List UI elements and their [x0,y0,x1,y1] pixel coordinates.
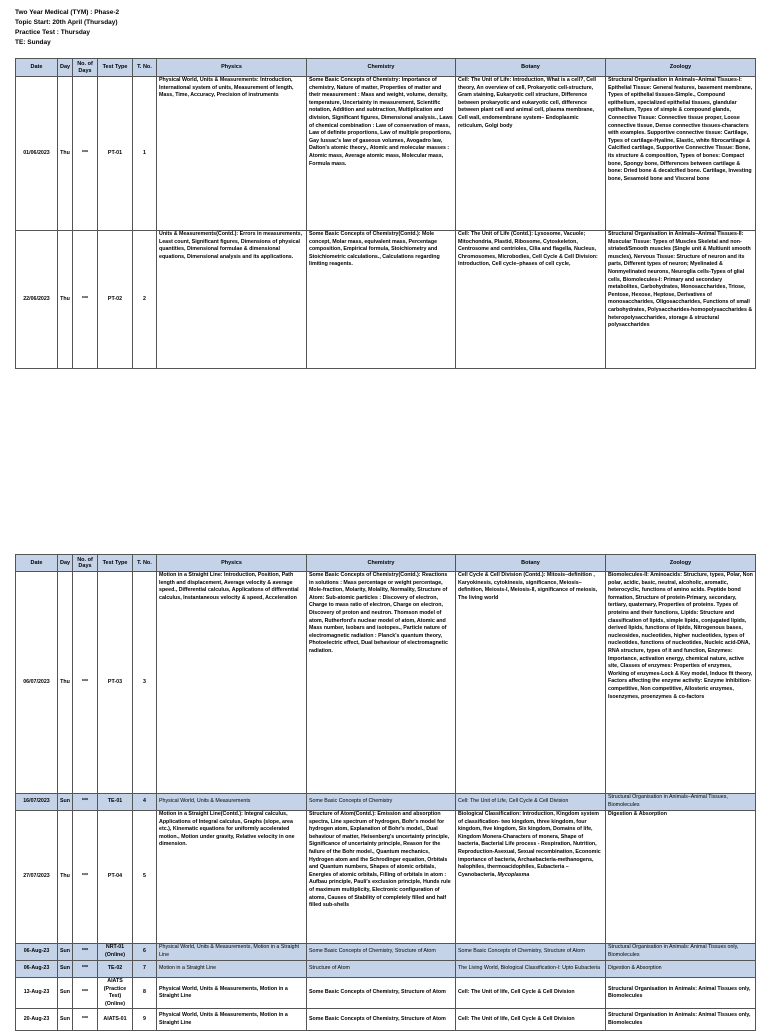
col-day: Day [58,555,73,572]
cell-day: Sun [58,961,73,978]
cell-day: Sun [58,794,73,811]
col-zoology: Zoology [606,59,756,77]
cell-day: Sun [58,978,73,1009]
table-row [16,77,756,231]
cell-zoology: Structural Organisation in Animals: Animal Tissues only, Biomolecules [606,1009,756,1031]
cell-chemistry: Structure of Atom [307,961,456,978]
cell-botany: Cell Cycle & Cell Division (Contd.): Mitosis–definition , Karyokinesis, cytokinesis, significance, Meiosis–definition, Meiosis-I, Meiosis-II, significance of meiosis, The living world [456,572,606,794]
cell-test-type: AIATS (Practice Test) (Online) [98,978,133,1009]
cell-date: 06-Aug-23 [16,944,58,961]
cell-days: *** [73,811,98,944]
cell-physics: Physical World, Units & Measurements, Motion in a Straight Line [157,978,307,1009]
col-date: Date [16,59,58,77]
cell-date: 06/07/2023 [16,572,58,794]
table-row [16,231,756,369]
cell-chemistry: Some Basic Concepts of Chemistry: Importance of chemistry, Nature of matter, Properties of matter and their measurement : Mass and weight, volume, density, temperature, Uncertainty in measurement, Scientific notation, Addition and subtraction, Multiplication and division, Significant figures, Dimensional analysis., Laws of chemical combination : Law of conservation of mass, Law of definite proportions, Law of multiple proportions, Gay lussac's law of gaseous volumes, Avogadro law, Dalton's atomic theory., Atomic and molecular masses : Atomic mass, Average atomic mass, Molecular mass, Formula mass. [307,77,456,231]
cell-date: 16/07/2023 [16,794,58,811]
col-chemistry: Chemistry [307,59,456,77]
mycoplasma-term: Mycoplasma [497,871,530,878]
cell-test-type: TE-01 [98,794,133,811]
cell-zoology: Structural Organisation in Animals–Animal Tissues-I: Epithelial Tissue: General features, basement membrane, Types of epithelial tissues-Simple., Compound epithelium, specialized epithelial tissues, glandular epithelium, Types of simple & compound glands, Connective Tissue: Connective tissue proper, Loose connective tissue, Dense connective tissues-characters with examples. Supportive connective tissue: Cartilage, Types of cartilage-Hyaline, Elastic, white fibrocartilage & Calcified cartilage, Supportive Connective Tissue: Bone, its structure & composition, Types of bones: Compact bone, Spongy bone, Differences between cartilage & bone: Dried bone & decalcified bone. Cartilage, Investing bone, Sesamoid bone and Visceral bone [606,77,756,231]
cell-test-no: 1 [133,77,157,231]
cell-test-no: 7 [133,961,157,978]
col-date: Date [16,555,58,572]
te-day: TE: Sunday [15,39,51,46]
table-row [16,961,756,978]
cell-test-type: PT-04 [98,811,133,944]
cell-zoology: Biomolecules-II: Aminoacids: Structure, types, Polar, Non polar, acidic, basic, neutral, alcoholic, aromatic, heterocyclic, functions of amino acids. Peptide bond formation, Structure of protein-Primary, secondary, tertiary, quaternary, Properties of proteins. Types of proteins and their functions, Lipids: Structure and classification of lipids, simple lipids, conjugated lipids, derived lipids, functions of lipids, Nitrogenous bases, nucleosides, nucleotides, higher nucleotides, types of nucleotides, functions of nucleotides, Nucleic acid-DNA, RNA structure, types of it and function, Enzymes: Importance, activation energy, chemical nature, active site, Classes of enzymes: Properties of enzymes, Working of enzymes-Lock & Key model, Induce fit theory, Factors affecting the enzyme activity: Enzyme inhibition-competitive, Non competitive, Allosteric enzymes, Isoenzymes, proenzymes & co-factors [606,572,756,794]
program-title: Two Year Medical (TYM) : Phase-2 [15,9,120,16]
cell-days: *** [73,794,98,811]
cell-day: Thu [58,572,73,794]
cell-physics: Physical World, Units & Measurements [157,794,307,811]
col-physics: Physics [157,59,307,77]
cell-day: Thu [58,231,73,369]
table-row [16,794,756,811]
table-header-row [16,59,756,77]
cell-physics: Physical World, Units & Measurements: Introduction, International system of units, Measurement of length, Mass, Time, Accuracy, Precision of instruments [157,77,307,231]
col-physics: Physics [157,555,307,572]
cell-physics: Motion in a Straight Line [157,961,307,978]
cell-day: Thu [58,77,73,231]
cell-physics: Physical World, Units & Measurements, Motion in a Straight Line [157,944,307,961]
cell-zoology: Structural Organisation in Animals: Animal Tissues only, Biomolecules [606,944,756,961]
cell-day: Thu [58,811,73,944]
col-test-type: Test Type [98,59,133,77]
cell-botany: Cell: The Unit of life, Cell Cycle & Cell Division [456,978,606,1009]
cell-days: *** [73,961,98,978]
cell-date: 01/06/2023 [16,77,58,231]
cell-test-type: AIATS-01 [98,1009,133,1031]
col-days: No. of Days [73,59,98,77]
cell-botany [456,811,606,944]
cell-date: 20-Aug-23 [16,1009,58,1031]
cell-test-type: PT-03 [98,572,133,794]
cell-chemistry: Some Basic Concepts of Chemistry, Structure of Atom [307,944,456,961]
cell-date: 13-Aug-23 [16,978,58,1009]
cell-zoology: Digestion & Absorption [606,811,756,944]
table-row [16,944,756,961]
botany-text: Biological Classification: Introduction, Kingdom system of classification- two kingdom, three kingdom, four kingdom, five kingdom, Six kingdom, Domains of life, Kingdom Monera-Characters of monera, Shape of bacteria, Bacterial Life process - Respiration, Nutrition, Reproduction-Asexual, Sexual recombination, Economic importance of bacteria, Archaebacteria-methanogens, halophiles, thermoacidophiles, Eubacteria – Cyanobacteria, [458,811,601,878]
cell-physics: Physical World, Units & Measurements, Motion in a Straight Line [157,1009,307,1031]
cell-botany: Cell: The Unit of Life: Introduction, What is a cell?, Cell theory, An overview of cell, Prokaryotic cell-structure, Gram staining, Eukaryotic cell structure, Difference between prokaryotic and eukaryotic cell, difference between plant cell and animal cell, plasma membrane, Cell wall, endomembrane system– Endoplasmic reticulum, Golgi body [456,77,606,231]
cell-zoology: Structural Organisation in Animals: Animal Tissues only, Biomolecules [606,978,756,1009]
cell-test-no: 2 [133,231,157,369]
topic-start: Topic Start: 20th April (Thursday) [15,19,118,26]
cell-day: Sun [58,944,73,961]
cell-physics: Motion in a Straight Line: Introduction, Position, Path length and displacement, Average velocity & average speed., Differential calculus, Applications of differential calculus, Instantaneous velocity & speed, Acceleration [157,572,307,794]
col-botany: Botany [456,59,606,77]
cell-date: 27/07/2023 [16,811,58,944]
cell-test-no: 6 [133,944,157,961]
cell-test-no: 8 [133,978,157,1009]
cell-chemistry: Some Basic Concepts of Chemistry(Contd.): Reactions in solutions : Mass percentage or weight percentage, Mole-fraction, Molarity, Molality, Normality, Structure of Atom: Sub-atomic particles : Discovery of electron, Charge to mass ratio of electron, Charge on electron, Discovery of proton and neutron. Thomson model of atom, Rutherford's nuclear model of atom, Atomic and Mass number, Isobars and isotopes., Particle nature of electromagnetic radiation : Planck's quantum theory, Photoelectric effect, Dual behaviour of electromagnetic radiation. [307,572,456,794]
schedule-table-2 [15,554,756,1031]
cell-test-type: PT-01 [98,77,133,231]
cell-zoology: Structural Organisation in Animals–Animal Tissues-II: Muscular Tissue: Types of Muscles Skeletal and non-striated/Smooth muscles (Single unit & Multiunit smooth muscles), Nervous Tissue: Structure of neuron and its parts, Different types of neuron; Myelinated & Nonmyelinated neurons, Neuroglia cells-Types of glial cells, Biomolecules-I: Primary and secondary metabolites, Carbohydrates, Monosaccharides, Triose, Pentose, Hexose, Heptose, Derivatives of monosaccharides, Oligosaccharides, Functions of small carbohydrates, Polysaccharides-homopolysaccharides & heteropolysaccharides, storage & structural polysaccharides [606,231,756,369]
cell-day: Sun [58,1009,73,1031]
cell-test-type: NRT-01 (Online) [98,944,133,961]
cell-zoology: Structural Organisation in Animals–Animal Tissues, Biomolecules [606,794,756,811]
col-zoology: Zoology [606,555,756,572]
cell-botany: Cell: The Unit of Life, Cell Cycle & Cell Division [456,794,606,811]
cell-days: *** [73,572,98,794]
col-test-type: Test Type [98,555,133,572]
cell-botany: The Living World, Biological Classification-I: Upto Eubacteria [456,961,606,978]
table-row [16,811,756,944]
document-header [15,8,119,48]
cell-date: 22/06/2023 [16,231,58,369]
cell-physics: Units & Measurements(Contd.): Errors in measurements, Least count, Significant figures, Dimensions of physical quantities, Dimensional formulae & dimensional equations, Dimensional analysis and its applications. [157,231,307,369]
table-header-row [16,555,756,572]
col-chemistry: Chemistry [307,555,456,572]
cell-botany: Cell: The Unit of Life (Contd.): Lysosome, Vacuole; Mitochondria, Plastid, Ribosome, Cytoskeleton, Centrosome and centrioles, Cilia and flagella, Nucleus, Chromosomes, Microbodies, Cell Cycle & Cell Division: Introduction, Cell cycle–phases of cell cycle, [456,231,606,369]
cell-test-no: 9 [133,1009,157,1031]
cell-test-type: TE-02 [98,961,133,978]
cell-test-type: PT-02 [98,231,133,369]
cell-days: *** [73,231,98,369]
cell-days: *** [73,944,98,961]
cell-date: 06-Aug-23 [16,961,58,978]
col-test-no: T. No. [133,59,157,77]
table-row [16,572,756,794]
cell-zoology: Digestion & Absorption [606,961,756,978]
cell-days: *** [73,77,98,231]
cell-chemistry: Some Basic Concepts of Chemistry [307,794,456,811]
col-days: No. of Days [73,555,98,572]
cell-chemistry: Structure of Atom(Contd.): Emission and absorption spectra, Line spectrum of hydrogen, Bohr's model for hydrogen atom, Explanation of Bohr's model., Dual behaviour of matter, Heisenberg's uncertainty principle, Significance of uncertainty principle, Reason for the failure of the Bohr model., Quantum mechanics, Hydrogen atom and the Schrodinger equation, Orbitals and Quantum numbers, Shapes of atomic orbitals, Energies of atomic orbitals, Filling of orbitals in atom : Aufbau principle, Pauli's exclusion principle, Hunds rule of maximum multiplicity, Electronic configuration of atoms, Causes of Stability of completely filled and half filled sub-shells [307,811,456,944]
cell-days: *** [73,978,98,1009]
cell-chemistry: Some Basic Concepts of Chemistry(Contd.): Mole concept, Molar mass, equivalent mass, Percentage composition, Empirical formula, Stoichiometry and Stoichiometric calculations., Calculations regarding limiting reagents. [307,231,456,369]
cell-chemistry: Some Basic Concepts of Chemistry, Structure of Atom [307,1009,456,1031]
cell-physics: Motion in a Straight Line(Contd.): Integral calculus, Applications of Integral calculus, Graphs (slope, area etc.), Kinematic equations for uniformly accelerated motion., Motion under gravity, Relative velocity in one dimension. [157,811,307,944]
cell-days: *** [73,1009,98,1031]
cell-test-no: 3 [133,572,157,794]
col-botany: Botany [456,555,606,572]
table-row [16,1009,756,1031]
cell-test-no: 5 [133,811,157,944]
cell-test-no: 4 [133,794,157,811]
col-test-no: T. No. [133,555,157,572]
cell-chemistry: Some Basic Concepts of Chemistry, Structure of Atom [307,978,456,1009]
cell-botany: Cell: The Unit of life, Cell Cycle & Cell Division [456,1009,606,1031]
practice-test-day: Practice Test : Thursday [15,29,91,36]
col-day: Day [58,59,73,77]
cell-botany: Some Basic Concepts of Chemistry, Structure of Atom [456,944,606,961]
table-row [16,978,756,1009]
schedule-table-1 [15,58,756,369]
